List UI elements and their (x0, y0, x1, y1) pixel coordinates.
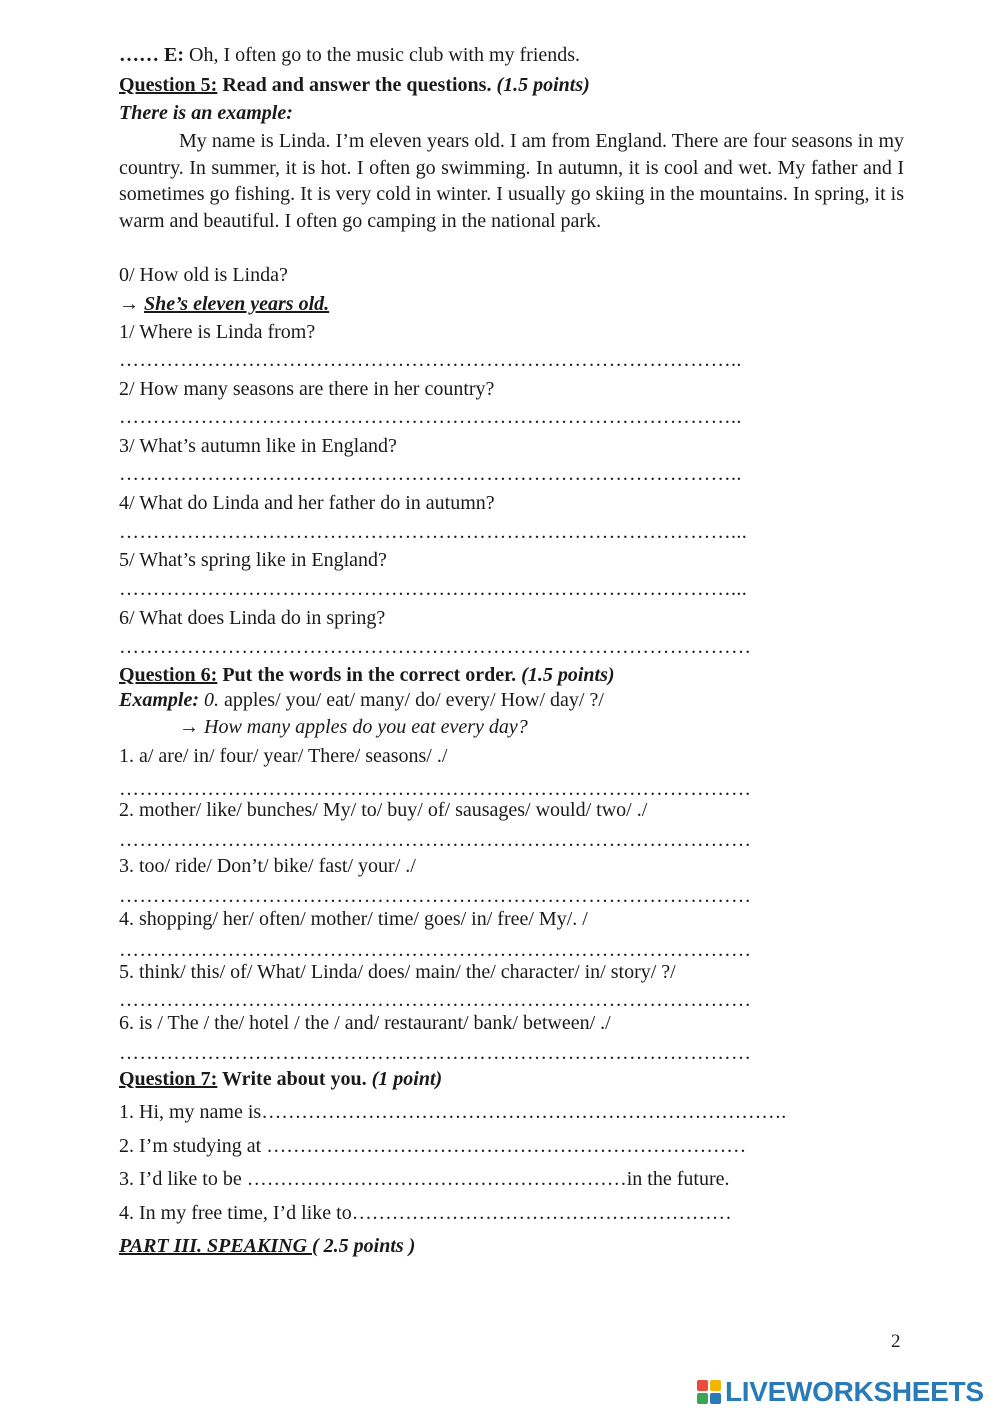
order-item: 5. think/ this/ of/ What/ Linda/ does/ main/ the/ character/ in/ story/ ?/ (119, 961, 676, 983)
dialogue-line-e (119, 43, 580, 67)
question-7-points: (1 point) (371, 1068, 443, 1090)
logo-text: LIVEWORKSHEETS (725, 1376, 984, 1407)
question-item: 2/ How many seasons are there in her country? (119, 378, 495, 400)
answer-line[interactable]: ……………………………………………………………………………….. (119, 349, 742, 371)
answer-line[interactable]: ………………………………………………………………………………… (119, 636, 752, 658)
example-answer-text: She’s eleven years old. (144, 293, 330, 315)
reading-passage: My name is Linda. I’m eleven years old. I am from England. There are four seasons in my country. In summer, it is hot. I often go swimming. In autumn, it is cool and wet. My father and I sometimes go fishing. It is very cold in winter. I usually go skiing in the mountains. In spring, it is warm and beautiful. I often go camping in the national park. (119, 130, 904, 232)
question-6-points: (1.5 points) (521, 664, 615, 686)
example-answer (119, 292, 329, 316)
answer-line[interactable]: ………………………………………………………………………………… (119, 778, 752, 800)
order-item: 4. shopping/ her/ often/ mother/ time/ goes/ in/ free/ My/. / (119, 908, 588, 930)
answer-line[interactable]: ………………………………………………………………………………… (119, 1042, 752, 1064)
example-label: There is an example: (119, 102, 293, 124)
example-answer-text: How many apples do you eat every day? (199, 716, 528, 738)
question-5-points: (1.5 points) (496, 74, 590, 96)
dialogue-text: Oh, I often go to the music club with my friends. (184, 44, 581, 66)
question-7-title: Write about you. (217, 1068, 372, 1090)
order-item: 6. is / The / the/ hotel / the / and/ restaurant/ bank/ between/ ./ (119, 1012, 611, 1034)
part-3-points: ( 2.5 points ) (312, 1235, 416, 1257)
question-item: 6/ What does Linda do in spring? (119, 607, 386, 629)
question-5-title: Read and answer the questions. (217, 74, 497, 96)
example-question: 0/ How old is Linda? (119, 264, 288, 286)
logo-grid-icon (697, 1379, 723, 1405)
question-item: 4/ What do Linda and her father do in autumn? (119, 492, 495, 514)
question-6-heading (119, 663, 615, 687)
answer-line[interactable]: ………………………………………………………………………………… (119, 989, 752, 1011)
order-item: 3. too/ ride/ Don’t/ bike/ fast/ your/ ./ (119, 855, 416, 877)
write-item[interactable]: 1. Hi, my name is……………………………………………………………………. (119, 1101, 787, 1123)
q6-example (119, 688, 604, 712)
order-item: 1. a/ are/ in/ four/ year/ There/ seasons/ ./ (119, 745, 448, 767)
answer-line[interactable]: ………………………………………………………………………………… (119, 829, 752, 851)
example-words: apples/ you/ eat/ many/ do/ every/ How/ day/ ?/ (219, 689, 604, 711)
arrow-icon: → (119, 293, 144, 315)
answer-line[interactable]: ………………………………………………………………………………… (119, 885, 752, 907)
liveworksheets-logo (697, 1377, 984, 1407)
question-7-heading (119, 1067, 442, 1091)
example-label: Example: (119, 689, 199, 711)
question-6-title: Put the words in the correct order. (217, 664, 522, 686)
part-3-title: PART III. SPEAKING (119, 1235, 313, 1257)
answer-line[interactable]: ……………………………………………………………………………….. (119, 463, 742, 485)
answer-line[interactable]: ………………………………………………………………………………... (119, 521, 748, 543)
question-item: 1/ Where is Linda from? (119, 321, 316, 343)
part-3-heading (119, 1234, 415, 1258)
q6-example-answer (179, 715, 528, 739)
answer-line[interactable]: ……………………………………………………………………………….. (119, 406, 742, 428)
page-number: 2 (891, 1331, 901, 1352)
example-number: 0. (199, 689, 219, 711)
question-7-label: Question 7: (119, 1068, 218, 1090)
question-6-label: Question 6: (119, 664, 218, 686)
question-item: 5/ What’s spring like in England? (119, 549, 387, 571)
answer-line[interactable]: ………………………………………………………………………………… (119, 939, 752, 961)
write-item[interactable]: 4. In my free time, I’d like to………………………………………………… (119, 1202, 732, 1224)
speaker-label: E: (164, 44, 184, 66)
write-item[interactable]: 2. I’m studying at ……………………………………………………………… (119, 1135, 747, 1157)
order-item: 2. mother/ like/ bunches/ My/ to/ buy/ of/ sausages/ would/ two/ ./ (119, 799, 648, 821)
answer-blank[interactable]: …… (119, 44, 159, 66)
answer-line[interactable]: ………………………………………………………………………………... (119, 578, 748, 600)
write-item[interactable]: 3. I’d like to be …………………………………………………in the future. (119, 1168, 730, 1190)
question-5-label: Question 5: (119, 74, 218, 96)
question-5-heading (119, 73, 590, 97)
question-item: 3/ What’s autumn like in England? (119, 435, 397, 457)
arrow-icon: → (179, 716, 199, 738)
